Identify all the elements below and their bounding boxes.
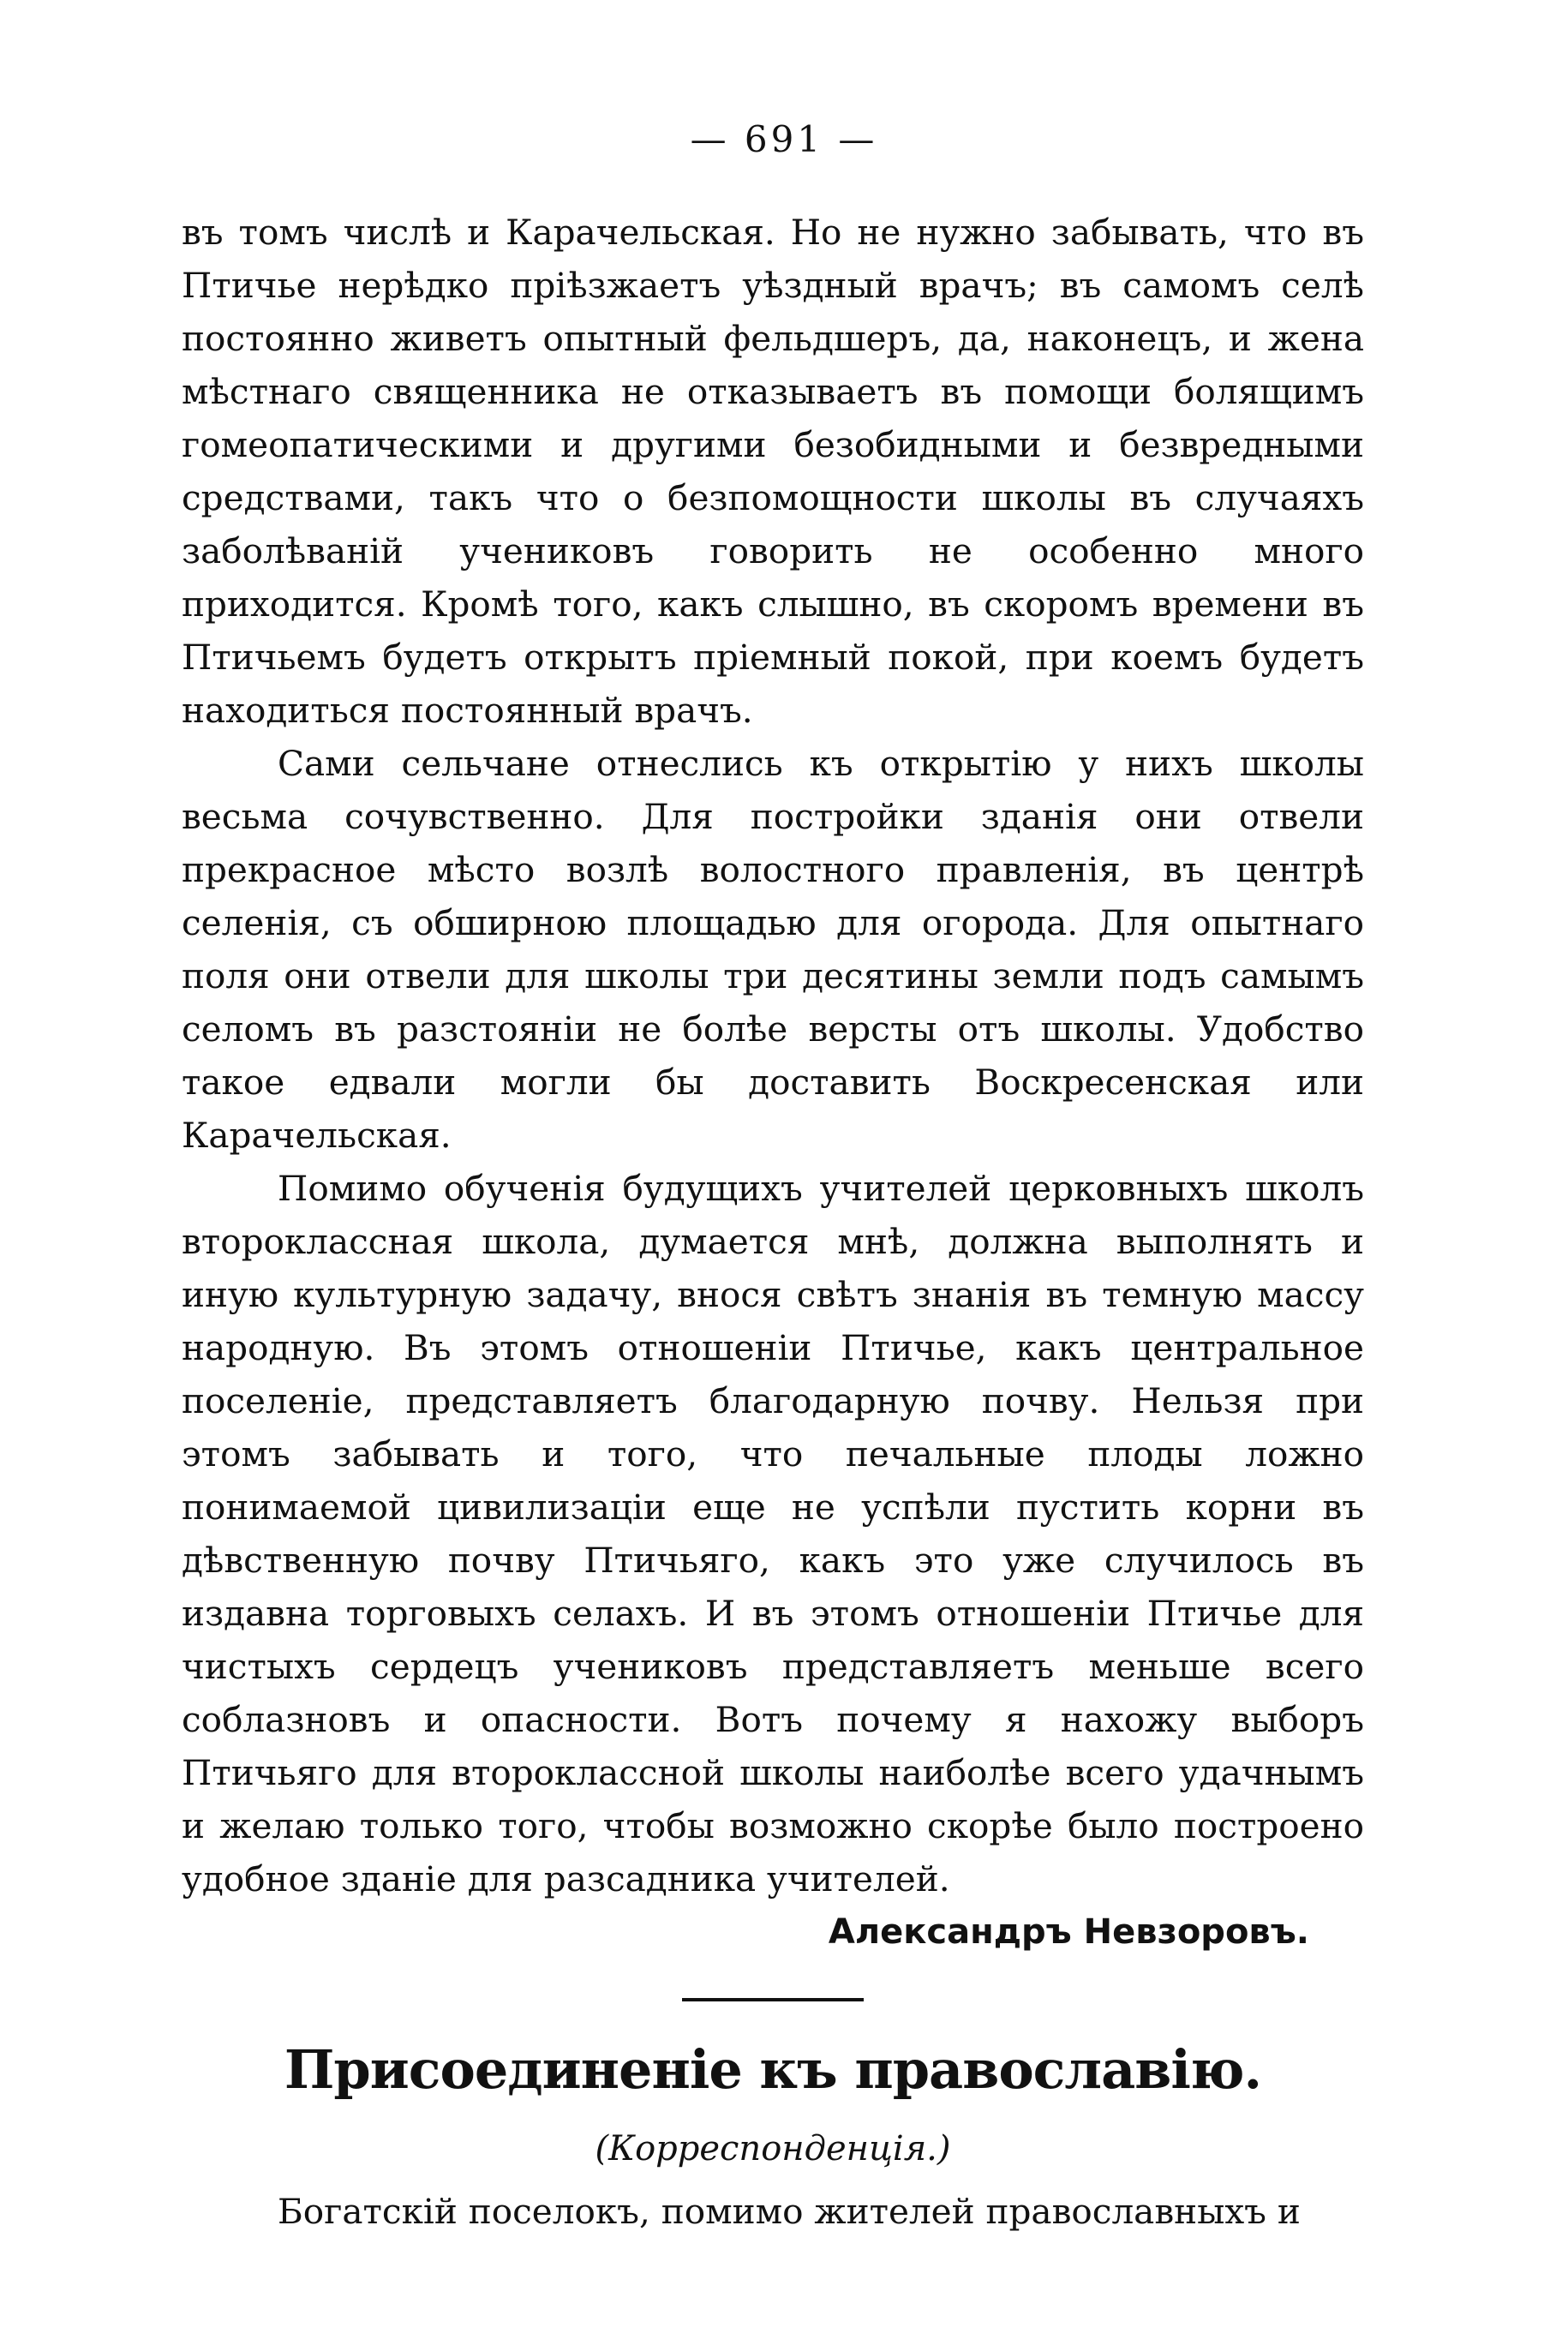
paragraph-1: въ томъ числѣ и Карачельская. Но не нужно забывать, что въ Птичье нерѣдко пріѣзжаетъ уѣздный врачъ; въ самомъ селѣ постоянно живетъ опытный фельдшеръ, да, наконецъ, и жена мѣстнаго священника не отказываетъ въ помощи болящимъ гомеопатическими и другими безобидными и безвредными средствами, такъ что о безпомощности школы въ случаяхъ заболѣваній учениковъ говорить не особенно много приходится. Кромѣ того, какъ слышно, въ скоромъ времени въ Птичьемъ будетъ открытъ пріемный покой, при коемъ будетъ находиться постоянный врачъ. [182,212,1364,731]
paragraph-3: Помимо обученія будущихъ учителей церковныхъ школъ второклассная школа, думается мнѣ, должна выполнять и иную культурную задачу, внося свѣтъ знанія въ темную массу народную. Въ этомъ отношеніи Птичье, какъ центральное поселеніе, представляетъ благодарную почву. Нельзя при этомъ забывать и того, что печальные плоды ложно понимаемой цивилизаціи еще не успѣли пустить корни въ дѣвственную почву Птичьяго, какъ это уже случилось въ издавна торговыхъ селахъ. И въ этомъ отношеніи Птичье для чистыхъ сердецъ учениковъ представляетъ меньше всего соблазновъ и опасности. Вотъ почему я нахожу выборъ Птичьяго для второклассной школы наиболѣе всего удачнымъ и желаю только того, чтобы возможно скорѣе было построено удобное зданіе для разсадника учителей. [182,1168,1364,1899]
paragraph-4: Богатскій поселокъ, помимо жителей православныхъ и [278,2191,1301,2232]
paragraph-2: Сами сельчане отнеслись къ открытію у нихъ школы весьма сочувственно. Для постройки зданія они отвели прекрасное мѣсто возлѣ волостного правленія, въ центрѣ селенія, съ обширною площадью для огорода. Для опытнаго поля они отвели для школы три десятины земли подъ самымъ селомъ въ разстояніи не болѣе версты отъ школы. Удобство такое едвали могли бы доставить Воскресенская или Карачельская. [182,743,1364,1156]
page-number: — 691 — [690,118,878,160]
author-signature: Александръ Невзоровъ. [828,1912,1309,1952]
article-subtitle: (Корреспонденція.) [595,2129,951,2169]
body-text [182,206,1364,2238]
section-divider [682,1998,864,2001]
article-title: Присоединеніе къ православію. [284,2038,1262,2101]
